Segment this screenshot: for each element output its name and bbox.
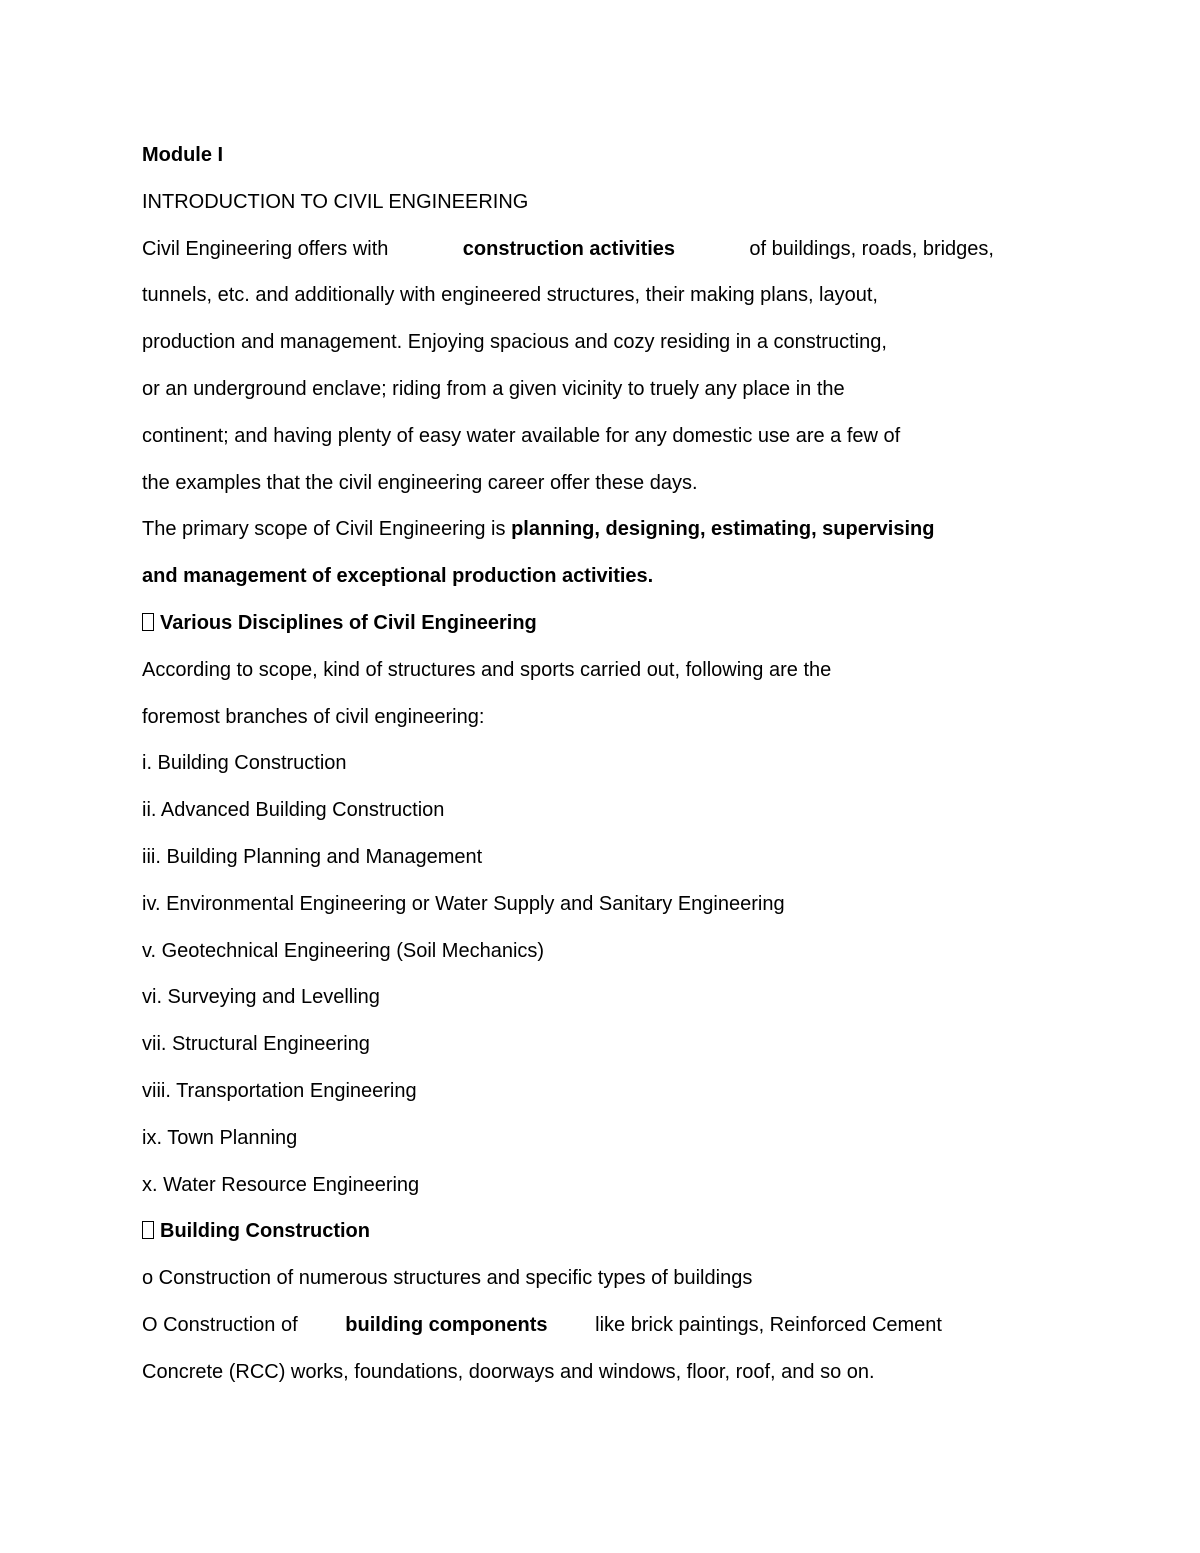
page-title: INTRODUCTION TO CIVIL ENGINEERING (142, 190, 529, 213)
disciplines-intro-line-1: According to scope, kind of structures and sports carried out, following are the (142, 658, 832, 681)
building-construction-item-2-bold: building components (345, 1313, 548, 1336)
building-construction-heading (142, 1208, 1022, 1255)
building-construction-item-2-a: O Construction of (142, 1313, 298, 1336)
missing-glyph-icon (142, 613, 154, 631)
list-item: vi. Surveying and Levelling (142, 986, 380, 1009)
intro-line-3: production and management. Enjoying spacious and cozy residing in a constructing, (142, 331, 887, 354)
list-item: vii. Structural Engineering (142, 1033, 370, 1056)
intro-line-6: the examples that the civil engineering career offer these days. (142, 471, 698, 494)
intro-line-2: tunnels, etc. and additionally with engineered structures, their making plans, layout, (142, 284, 878, 307)
building-construction-item-2-c: like brick paintings, Reinforced Cement (595, 1313, 942, 1336)
intro-line-5: continent; and having plenty of easy water available for any domestic use are a few of (142, 424, 901, 447)
list-item: i. Building Construction (142, 752, 347, 775)
list-item: viii. Transportation Engineering (142, 1079, 417, 1102)
list-item: v. Geotechnical Engineering (Soil Mechanics) (142, 939, 545, 962)
building-construction-item-1: o Construction of numerous structures and specific types of buildings (142, 1267, 753, 1290)
scope-line-2: and management of exceptional production activities. (142, 565, 654, 588)
list-item: ix. Town Planning (142, 1126, 298, 1149)
building-construction-item-2 (142, 1302, 942, 1349)
disciplines-heading-text: Various Disciplines of Civil Engineering (160, 611, 537, 634)
list-item: iv. Environmental Engineering or Water Supply and Sanitary Engineering (142, 892, 785, 915)
intro-line-4: or an underground enclave; riding from a given vicinity to truely any place in the (142, 377, 845, 400)
disciplines-heading (142, 600, 1022, 647)
list-item: iii. Building Planning and Management (142, 845, 483, 868)
scope-line-1 (142, 506, 1022, 553)
disciplines-intro-line-2: foremost branches of civil engineering: (142, 705, 485, 728)
intro-line-1-a: Civil Engineering offers with (142, 237, 389, 260)
list-item: x. Water Resource Engineering (142, 1173, 420, 1196)
list-item: ii. Advanced Building Construction (142, 799, 445, 822)
document-body (142, 132, 1022, 1396)
scope-line-1-a: The primary scope of Civil Engineering is (142, 518, 506, 541)
building-construction-heading-text: Building Construction (160, 1220, 370, 1243)
intro-line-1-bold: construction activities (462, 237, 676, 260)
scope-line-1-bold: planning, designing, estimating, supervising (511, 518, 935, 541)
building-construction-item-2-line-2: Concrete (RCC) works, foundations, doorways and windows, floor, roof, and so on. (142, 1360, 875, 1383)
intro-line-1-c: of buildings, roads, bridges, (749, 237, 994, 260)
missing-glyph-icon (142, 1221, 154, 1239)
module-label: Module I (142, 144, 224, 166)
intro-line-1 (142, 226, 994, 273)
